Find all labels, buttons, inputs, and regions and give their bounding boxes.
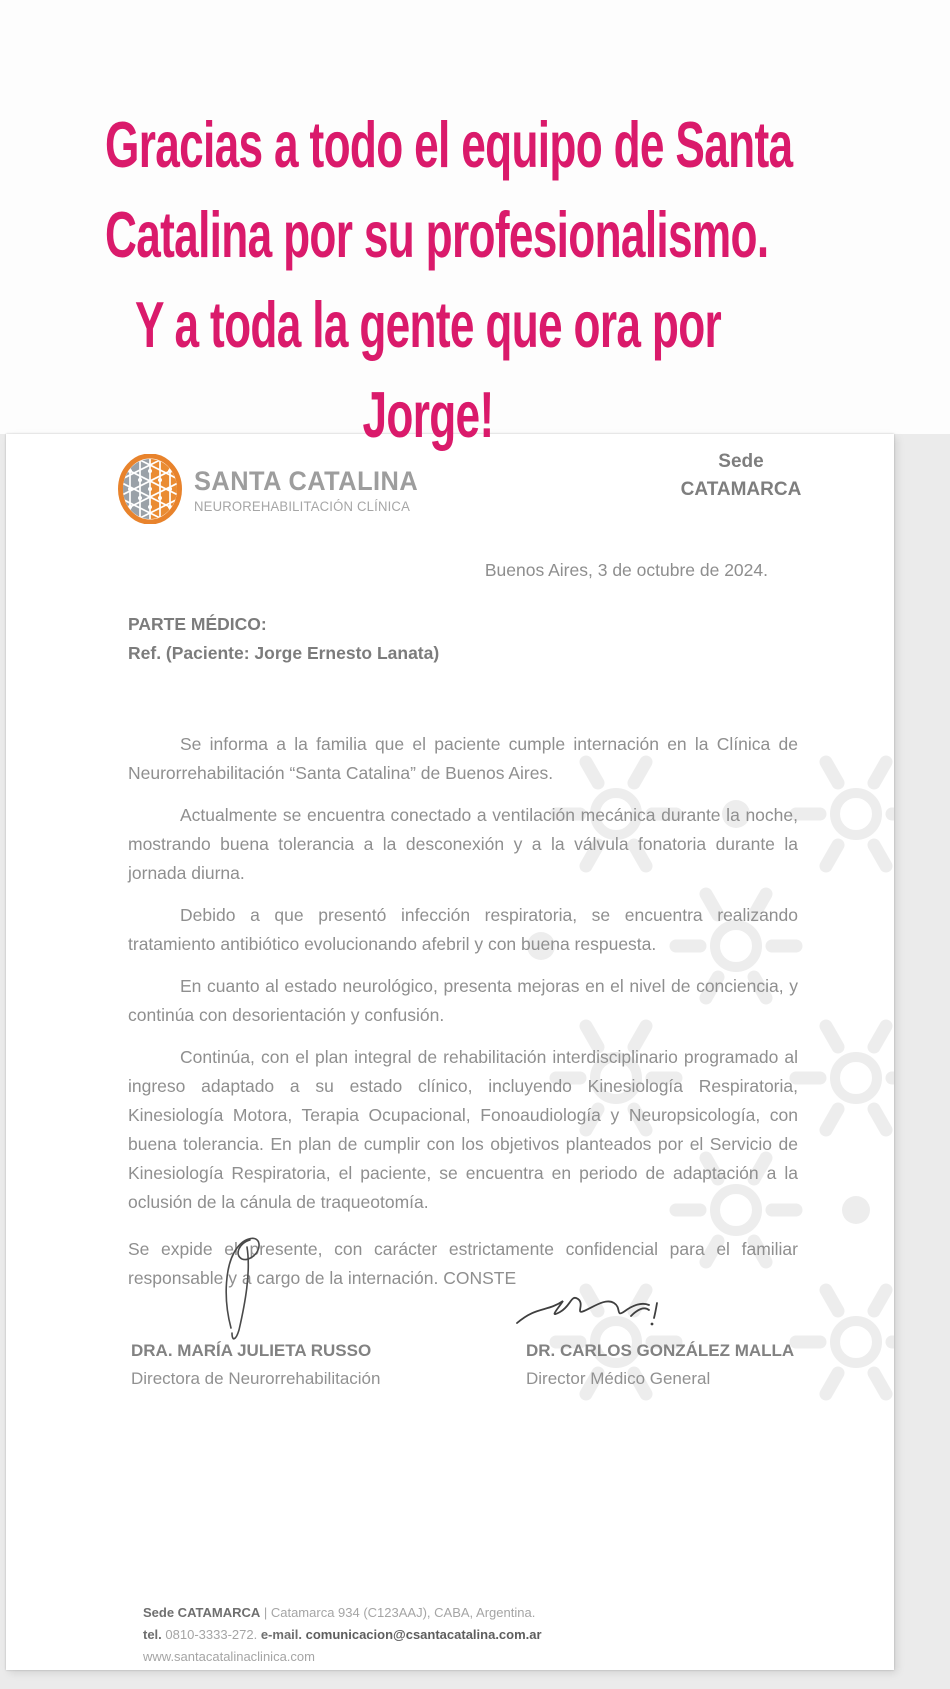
report-paragraph: Continúa, con el plan integral de rehabilitación interdisciplinario programado al ingreso adaptado a su estado clínico, incluyendo Kinesiología Respiratoria, Kinesiología Motora, Terapia Ocupacional, Fonoaudiología y Neuropsicología, con buena tolerancia. En plan de cumplir con los objetivos planteados por el Servicio de Kinesiología Respiratoria, el paciente, se encuentra en periodo de adaptación a la oclusión de la cánula de traqueotomía. [128,1047,798,1212]
headline-line-4: Jorge! [362,378,494,451]
headline-line-1: Gracias a todo el equipo de Santa [105,108,793,181]
clinic-logo-icon [118,454,182,524]
footer-sede: Sede CATAMARCA [143,1605,261,1620]
footer-address-line [143,1602,542,1624]
signer-name: DR. CARLOS GONZÁLEZ MALLA [526,1341,795,1360]
overlay-headline [105,100,793,460]
sede-label: Sede [718,451,764,472]
report-paragraph: Debido a que presentó infección respiratoria, se encuentra realizando tratamiento antibiótico evolucionando afebril y con buena respuesta. [128,905,798,954]
report-paragraph: Actualmente se encuentra conectado a ventilación mecánica durante la noche, mostrando buena tolerancia a la desconexión y a la válvula fonatoria durante la jornada diurna. [128,805,798,883]
clinic-name: SANTA CATALINA [194,466,419,496]
signature-russo-image [201,1232,301,1342]
footer-contact-line [143,1624,542,1646]
report-closing: Se expide el presente, con carácter estrictamente confidencial para el familiar responsable y a cargo de la internación. CONSTE [128,1239,798,1288]
headline-line-3: Y a toda la gente que ora por [134,288,722,361]
footer-tel: 0810-3333-272. [161,1627,261,1642]
sede-city: CATAMARCA [680,479,802,500]
report-subject [128,610,439,668]
page-footer [143,1602,542,1668]
footer-tel-label: tel. [143,1627,162,1642]
report-title: PARTE MÉDICO: [128,614,267,634]
clinic-tagline: NEUROREHABILITACIÓN CLÍNICA [194,499,411,514]
signer-role: Director Médico General [526,1369,711,1388]
signer-name: DRA. MARÍA JULIETA RUSSO [131,1341,372,1360]
signature-gonzalez-image [511,1279,681,1334]
report-ref: Ref. (Paciente: Jorge Ernesto Lanata) [128,643,440,663]
signer-right [526,1337,794,1393]
report-paragraph: Se informa a la familia que el paciente cumple internación en la Clínica de Neurorrehabilitación “Santa Catalina” de Buenos Aires. [128,734,798,783]
footer-address: | Catamarca 934 (C123AAJ), CABA, Argentina. [260,1605,536,1620]
signer-left [131,1337,380,1393]
signer-role: Directora de Neurorrehabilitación [131,1369,381,1388]
clinic-logo [118,454,432,524]
report-paragraph: En cuanto al estado neurológico, presenta mejoras en el nivel de conciencia, y continúa con desorientación y confusión. [128,976,798,1025]
date-line: Buenos Aires, 3 de octubre de 2024. [484,560,768,580]
footer-website: www.santacatalinaclinica.com [143,1649,315,1664]
medical-report-body [128,730,798,1306]
headline-line-2: Catalina por su profesionalismo. [105,198,769,271]
footer-email-label: e-mail. [260,1627,303,1642]
footer-email: comunicacion@csantacatalina.com.ar [302,1627,542,1642]
medical-report-page [6,434,894,1670]
